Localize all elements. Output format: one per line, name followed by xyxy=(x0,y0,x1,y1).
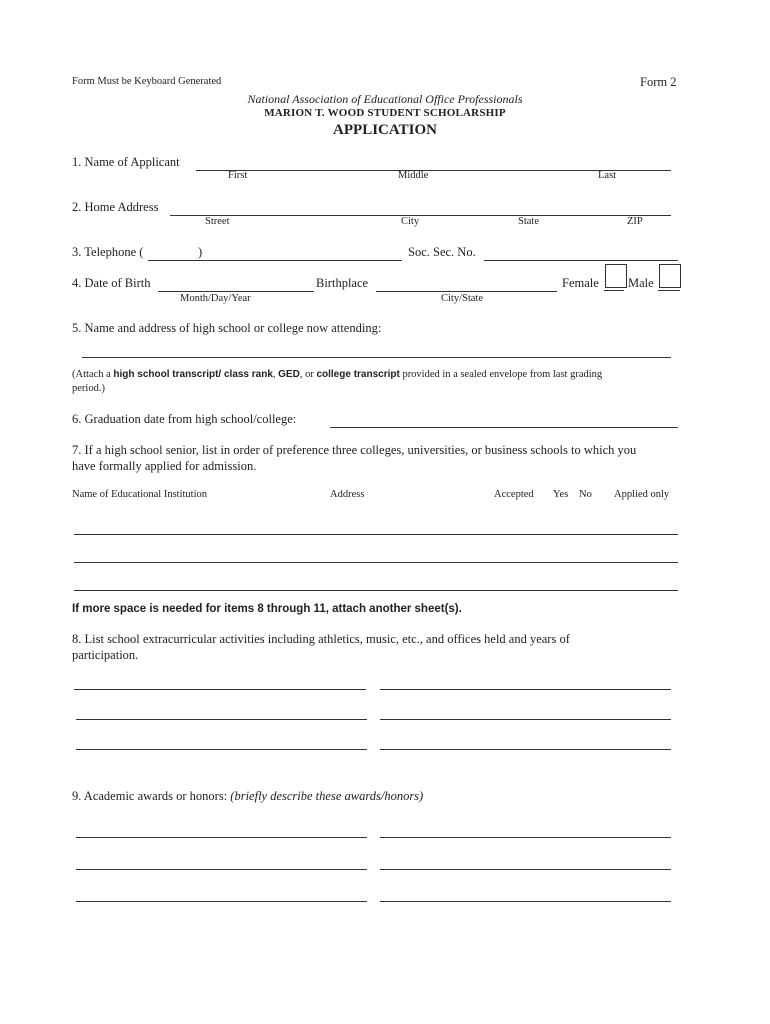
col-yes: Yes xyxy=(553,489,569,500)
ssn-label: Soc. Sec. No. xyxy=(408,245,476,259)
q8-line1: 8. List school extracurricular activities including athletics, music, etc., and offices held and years of xyxy=(72,632,570,646)
col-accepted: Accepted xyxy=(494,489,534,500)
birthplace-field[interactable] xyxy=(376,291,557,292)
award-left-3[interactable] xyxy=(76,901,367,902)
award-right-3[interactable] xyxy=(380,901,671,902)
male-checkbox[interactable] xyxy=(659,264,681,288)
col-name: Name of Educational Institution xyxy=(72,489,208,500)
q2-label: 2. Home Address xyxy=(72,200,159,214)
award-left-2[interactable] xyxy=(76,869,367,870)
activity-left-1[interactable] xyxy=(74,689,366,690)
activity-left-3[interactable] xyxy=(76,749,367,750)
org-name: National Association of Educational Office Professionals xyxy=(247,92,523,106)
sub-first: First xyxy=(228,170,248,181)
sub-middle: Middle xyxy=(398,170,429,181)
ssn-field[interactable] xyxy=(484,260,678,261)
paren-close: ) xyxy=(198,245,203,259)
keyboard-note: Form Must be Keyboard Generated xyxy=(72,76,222,87)
female-label: Female xyxy=(562,276,599,290)
sub-zip: ZIP xyxy=(627,216,643,227)
q7-line1: 7. If a high school senior, list in order of preference three colleges, universities, or business schools to which you xyxy=(72,443,637,457)
attach-note-line2: period.) xyxy=(72,383,105,394)
attach-note: (Attach a high school transcript/ class rank, GED, or college transcript provided in a sealed envelope from last grading xyxy=(72,369,603,380)
q1-label: 1. Name of Applicant xyxy=(72,155,180,169)
sub-state: State xyxy=(518,216,539,227)
award-left-1[interactable] xyxy=(76,837,367,838)
institution-line-2[interactable] xyxy=(74,562,678,563)
award-right-1[interactable] xyxy=(380,837,671,838)
graduation-field[interactable] xyxy=(330,427,678,428)
activity-right-3[interactable] xyxy=(380,749,671,750)
col-no: No xyxy=(579,489,592,500)
sub-last: Last xyxy=(598,170,617,181)
q8-line2: participation. xyxy=(72,648,139,662)
female-checkbox[interactable] xyxy=(605,264,627,288)
address-field[interactable] xyxy=(170,215,671,216)
q6-label: 6. Graduation date from high school/college: xyxy=(72,412,297,426)
male-label: Male xyxy=(628,276,654,290)
sub-dob: Month/Day/Year xyxy=(180,293,251,304)
telephone-field[interactable] xyxy=(148,260,402,261)
sub-city: City xyxy=(401,216,420,227)
birthplace-label: Birthplace xyxy=(316,276,369,290)
award-right-2[interactable] xyxy=(380,869,671,870)
q9-label: 9. Academic awards or honors: (briefly describe these awards/honors) xyxy=(72,789,424,803)
sub-citystate: City/State xyxy=(441,293,483,304)
school-field[interactable] xyxy=(82,357,671,358)
q4-label: 4. Date of Birth xyxy=(72,276,151,290)
dob-field[interactable] xyxy=(158,291,314,292)
col-applied: Applied only xyxy=(614,489,670,500)
female-underline xyxy=(604,290,624,291)
male-underline xyxy=(658,290,680,291)
q7-line2: have formally applied for admission. xyxy=(72,459,257,473)
col-address: Address xyxy=(330,489,365,500)
form-number: Form 2 xyxy=(640,75,677,89)
activity-right-1[interactable] xyxy=(380,689,671,690)
q3-label: 3. Telephone ( xyxy=(72,245,144,259)
sub-street: Street xyxy=(205,216,230,227)
activity-left-2[interactable] xyxy=(76,719,367,720)
program-name: MARION T. WOOD STUDENT SCHOLARSHIP xyxy=(264,107,506,119)
q5-label: 5. Name and address of high school or college now attending: xyxy=(72,321,382,335)
institution-line-3[interactable] xyxy=(74,590,678,591)
institution-line-1[interactable] xyxy=(74,534,678,535)
activity-right-2[interactable] xyxy=(380,719,671,720)
space-note: If more space is needed for items 8 through 11, attach another sheet(s). xyxy=(72,603,462,615)
page-title: APPLICATION xyxy=(333,122,437,138)
